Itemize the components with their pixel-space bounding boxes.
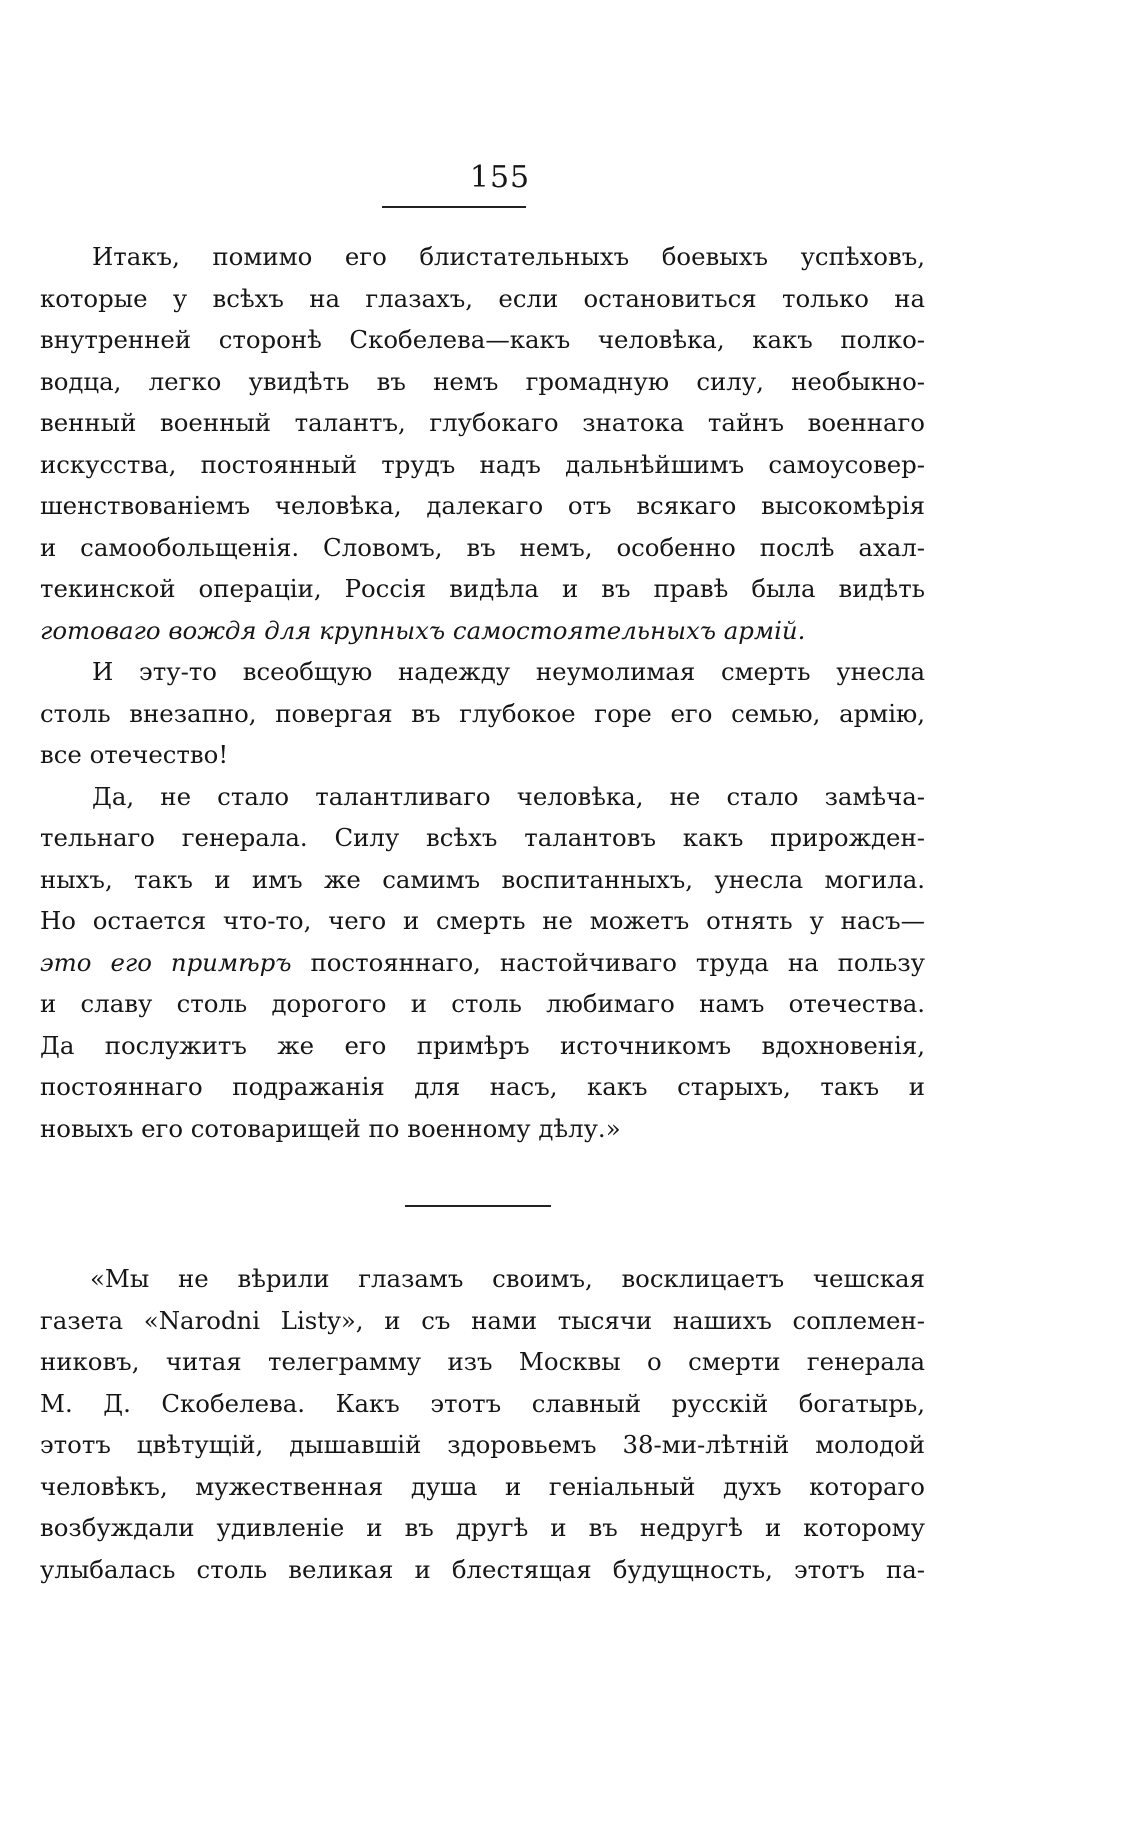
text-line: которые у всѣхъ на глазахъ, если остановиться только на — [40, 283, 925, 313]
text-fragment: постояннаго, настойчиваго труда на пользу — [291, 947, 925, 977]
page-number: 155 — [469, 160, 531, 195]
italic-text-line: готоваго вождя для крупныхъ самостоятельныхъ армій. — [40, 615, 806, 645]
text-line: и славу столь дорогого и столь любимаго намъ отечества. — [40, 989, 925, 1018]
paragraph-3 — [40, 776, 925, 1150]
text-line: улыбалась столь великая и блестящая будущность, этотъ па- — [40, 1554, 925, 1584]
header-rule — [382, 206, 526, 208]
text-line: внутренней сторонѣ Скобелева—какъ человѣка, какъ полко- — [40, 325, 925, 354]
text-line: текинской операціи, Россія видѣла и въ правѣ была видѣть — [40, 574, 925, 603]
text-line: и самообольщенія. Словомъ, въ немъ, особенно послѣ ахал- — [40, 532, 925, 562]
italic-phrase: это его примѣръ — [40, 947, 292, 977]
text-line: И эту-то всеобщую надежду неумолимая смерть унесла — [92, 657, 925, 686]
text-line: Да, не стало талантливаго человѣка, не стало замѣча- — [92, 781, 925, 811]
text-line: Да послужитъ же его примѣръ источникомъ вдохновенія, — [40, 1030, 925, 1060]
text-line: никовъ, читая телеграмму изъ Москвы о смерти генерала — [40, 1347, 925, 1376]
text-line: искусства, постоянный трудъ надъ дальнѣйшимъ самоусовер- — [40, 449, 925, 479]
text-line: венный военный талантъ, глубокаго знатока тайнъ военнаго — [40, 408, 925, 437]
text-line: Но остается что-то, чего и смерть не можетъ отнять у насъ— — [40, 906, 925, 935]
paragraph-4 — [40, 1258, 925, 1590]
paragraph-1 — [40, 236, 925, 651]
text-line: постояннаго подражанія для насъ, какъ старыхъ, такъ и — [40, 1072, 925, 1101]
paragraph-2 — [40, 651, 925, 776]
text-line: столь внезапно, повергая въ глубокое горе его семью, армію, — [40, 698, 925, 728]
text-line: водца, легко увидѣть въ немъ громадную силу, необыкно- — [40, 366, 925, 396]
text-line: газета «Narodni Listy», и съ нами тысячи нашихъ соплемен- — [40, 1305, 925, 1335]
text-line: новыхъ его сотоварищей по военному дѣлу.» — [40, 1113, 621, 1143]
text-line: ныхъ, такъ и имъ же самимъ воспитанныхъ, унесла могила. — [40, 864, 925, 894]
section-divider — [405, 1205, 551, 1207]
text-line: возбуждали удивленіе и въ другѣ и въ недругѣ и которому — [40, 1513, 925, 1542]
text-line: этотъ цвѣтущій, дышавшій здоровьемъ 38-ми-лѣтній молодой — [40, 1430, 925, 1459]
text-line: шенствованіемъ человѣка, далекаго отъ всякаго высокомѣрія — [40, 491, 925, 520]
text-section-1 — [40, 236, 925, 1149]
text-line-mixed — [40, 942, 925, 984]
text-line: все отечество! — [40, 740, 229, 769]
text-line: Итакъ, помимо его блистательныхъ боевыхъ успѣховъ, — [92, 242, 925, 271]
text-line: человѣкъ, мужественная душа и геніальный духъ котораго — [40, 1471, 925, 1501]
text-line: тельнаго генерала. Силу всѣхъ талантовъ какъ прирожден- — [40, 823, 925, 852]
text-line: М. Д. Скобелева. Какъ этотъ славный русскій богатырь, — [40, 1388, 925, 1418]
text-section-2 — [40, 1258, 925, 1590]
text-line: «Мы не вѣрили глазамъ своимъ, восклицаетъ чешская — [90, 1264, 925, 1293]
